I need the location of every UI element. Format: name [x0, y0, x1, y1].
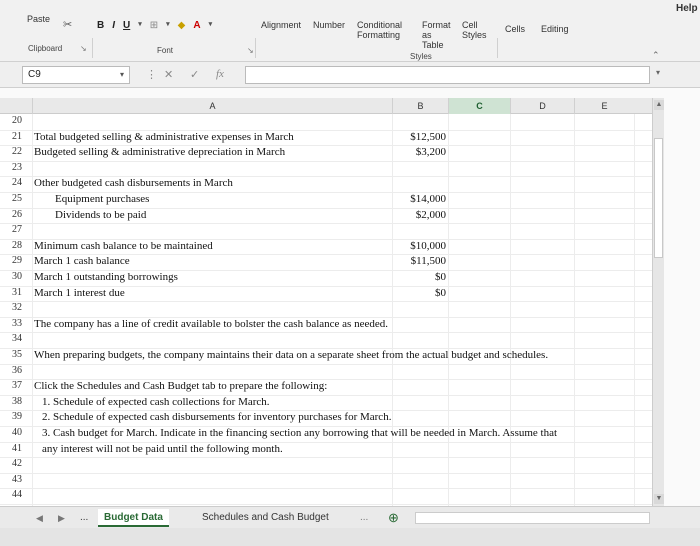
font-group-label: Font	[157, 46, 174, 55]
conditional-formatting-button[interactable]: Conditional Formatting	[357, 20, 403, 40]
cell-a[interactable]: any interest will not be paid until the following month.	[42, 442, 283, 455]
paste-button[interactable]: Paste	[27, 14, 51, 24]
cell-a[interactable]: Other budgeted cash disbursements in March	[34, 177, 233, 190]
chevron-down-icon[interactable]: ▾	[656, 68, 661, 77]
column-header-d[interactable]: D	[510, 98, 574, 114]
status-bar	[0, 528, 700, 546]
underline-button[interactable]: U	[123, 20, 131, 31]
more-sheets-button[interactable]: ...	[80, 512, 89, 523]
row-header[interactable]: 39	[12, 411, 22, 423]
cell-a[interactable]: Total budgeted selling & administrative expenses in March	[34, 130, 294, 143]
chevron-down-icon[interactable]: ▾	[208, 21, 213, 28]
row-header[interactable]: 40	[12, 427, 22, 438]
sheet-tab-bar	[0, 506, 700, 528]
number-button[interactable]: Number	[313, 20, 346, 30]
formula-input[interactable]	[245, 66, 650, 84]
more-icon: ⋮	[146, 69, 157, 81]
column-header-a[interactable]: A	[32, 98, 392, 114]
insert-function-icon[interactable]: fx	[216, 68, 224, 80]
row-header[interactable]: 20	[12, 115, 22, 126]
cell-b[interactable]: $3,200	[415, 146, 446, 159]
italic-button[interactable]: I	[112, 20, 116, 31]
cell-a[interactable]: 2. Schedule of expected cash disbursements for inventory purchases for March.	[42, 411, 392, 424]
cell-b[interactable]: $12,500	[410, 130, 446, 143]
row-header[interactable]: 38	[12, 395, 22, 407]
row-header[interactable]: 28	[12, 239, 22, 251]
cell-b[interactable]: $14,000	[410, 193, 446, 205]
column-header-e[interactable]: E	[574, 98, 634, 114]
formula-bar	[0, 62, 700, 88]
format-painter-icon[interactable]: ✂	[63, 19, 73, 31]
collapse-ribbon-icon[interactable]: ⌃	[652, 50, 660, 60]
chevron-down-icon[interactable]: ▾	[166, 21, 170, 28]
tab-budget-data[interactable]: Budget Data	[98, 509, 169, 527]
row-header[interactable]: 31	[12, 286, 22, 298]
row-header[interactable]: 23	[12, 161, 22, 173]
worksheet-grid[interactable]	[0, 114, 660, 506]
alignment-button[interactable]: Alignment	[261, 20, 302, 30]
scroll-up-icon[interactable]: ▲	[655, 101, 663, 108]
row-header[interactable]: 37	[12, 380, 22, 392]
styles-group-label: Styles	[410, 52, 432, 61]
chevron-down-icon[interactable]: ▾	[119, 70, 124, 79]
cell-b[interactable]: $2,000	[415, 208, 446, 221]
name-box[interactable]	[22, 66, 130, 84]
dialog-launcher-icon[interactable]: ↘	[80, 44, 87, 53]
borders-icon[interactable]: ⊞	[149, 20, 159, 31]
more-sheets-button[interactable]: ...	[360, 512, 369, 523]
scroll-thumb[interactable]	[654, 138, 663, 258]
format-as-table-button[interactable]: Format as Table	[422, 20, 451, 50]
cell-a[interactable]: 3. Cash budget for March. Indicate in the financing section any borrowing that will be needed in March. Assume that	[42, 427, 558, 439]
cell-a[interactable]: 1. Schedule of expected cash collections for March.	[42, 395, 270, 408]
cell-b[interactable]: $11,500	[410, 255, 446, 268]
row-header[interactable]: 42	[12, 458, 22, 470]
font-color-icon[interactable]: A	[193, 20, 201, 31]
cell-styles-button[interactable]: Cell Styles	[462, 20, 487, 40]
prev-sheet-icon[interactable]: ◀	[36, 513, 43, 523]
enter-icon[interactable]: ✓	[190, 69, 200, 81]
cells-button[interactable]: Cells	[505, 24, 526, 34]
vertical-scrollbar[interactable]	[652, 98, 664, 508]
column-headers	[0, 98, 660, 114]
row-header[interactable]: 36	[12, 364, 22, 376]
row-header[interactable]: 25	[12, 193, 22, 204]
row-header[interactable]: 34	[12, 333, 22, 345]
row-header[interactable]: 32	[12, 302, 22, 314]
cell-a[interactable]: Minimum cash balance to be maintained	[34, 239, 213, 252]
row-header[interactable]: 35	[12, 349, 22, 360]
cell-a[interactable]: Budgeted selling & administrative depreciation in March	[34, 146, 286, 159]
row-header[interactable]: 29	[12, 255, 22, 267]
cell-a[interactable]: March 1 outstanding borrowings	[34, 271, 178, 283]
cell-b[interactable]: $0	[435, 286, 446, 299]
row-header[interactable]: 33	[12, 317, 22, 329]
cell-a[interactable]: March 1 interest due	[34, 286, 125, 299]
bold-button[interactable]: B	[97, 20, 105, 31]
row-header[interactable]: 30	[12, 271, 22, 282]
column-header-c[interactable]: C	[448, 98, 510, 114]
tab-schedules-and-cash-budget[interactable]: Schedules and Cash Budget	[202, 512, 329, 523]
row-header[interactable]: 44	[12, 489, 22, 501]
next-sheet-icon[interactable]: ▶	[58, 513, 65, 523]
cell-b[interactable]: $0	[435, 271, 446, 283]
add-sheet-icon[interactable]: ⊕	[388, 510, 399, 525]
cell-b[interactable]: $10,000	[410, 239, 446, 252]
cancel-icon[interactable]: ✕	[164, 69, 174, 81]
cell-a[interactable]: Dividends to be paid	[55, 208, 147, 221]
fill-color-icon[interactable]: ◆	[177, 20, 186, 31]
row-header[interactable]: 24	[12, 177, 22, 189]
row-header[interactable]: 43	[12, 473, 22, 485]
row-header[interactable]: 26	[12, 208, 22, 220]
help-tab[interactable]: Help	[676, 3, 698, 14]
cell-a[interactable]: Equipment purchases	[55, 193, 150, 205]
row-header[interactable]: 22	[12, 146, 22, 158]
cell-a[interactable]: When preparing budgets, the company maintains their data on a separate sheet from the actual budget and schedules.	[34, 349, 549, 361]
column-header-b[interactable]: B	[392, 98, 448, 114]
chevron-down-icon[interactable]: ▾	[138, 21, 142, 28]
horizontal-scrollbar[interactable]	[415, 512, 650, 524]
cell-a[interactable]: The company has a line of credit available to bolster the cash balance as needed.	[34, 317, 388, 330]
cell-a[interactable]: March 1 cash balance	[34, 255, 130, 268]
clipboard-group-label: Clipboard	[28, 44, 63, 53]
row-header[interactable]: 21	[12, 130, 22, 142]
dialog-launcher-icon[interactable]: ↘	[247, 46, 254, 55]
ribbon	[0, 0, 700, 62]
cell-a[interactable]: Click the Schedules and Cash Budget tab to prepare the following:	[34, 380, 328, 393]
row-header[interactable]: 41	[12, 442, 22, 454]
scroll-down-icon[interactable]: ▼	[655, 495, 663, 502]
editing-button[interactable]: Editing	[541, 24, 569, 34]
row-header[interactable]: 27	[12, 224, 22, 236]
name-box-value: C9	[28, 69, 41, 80]
